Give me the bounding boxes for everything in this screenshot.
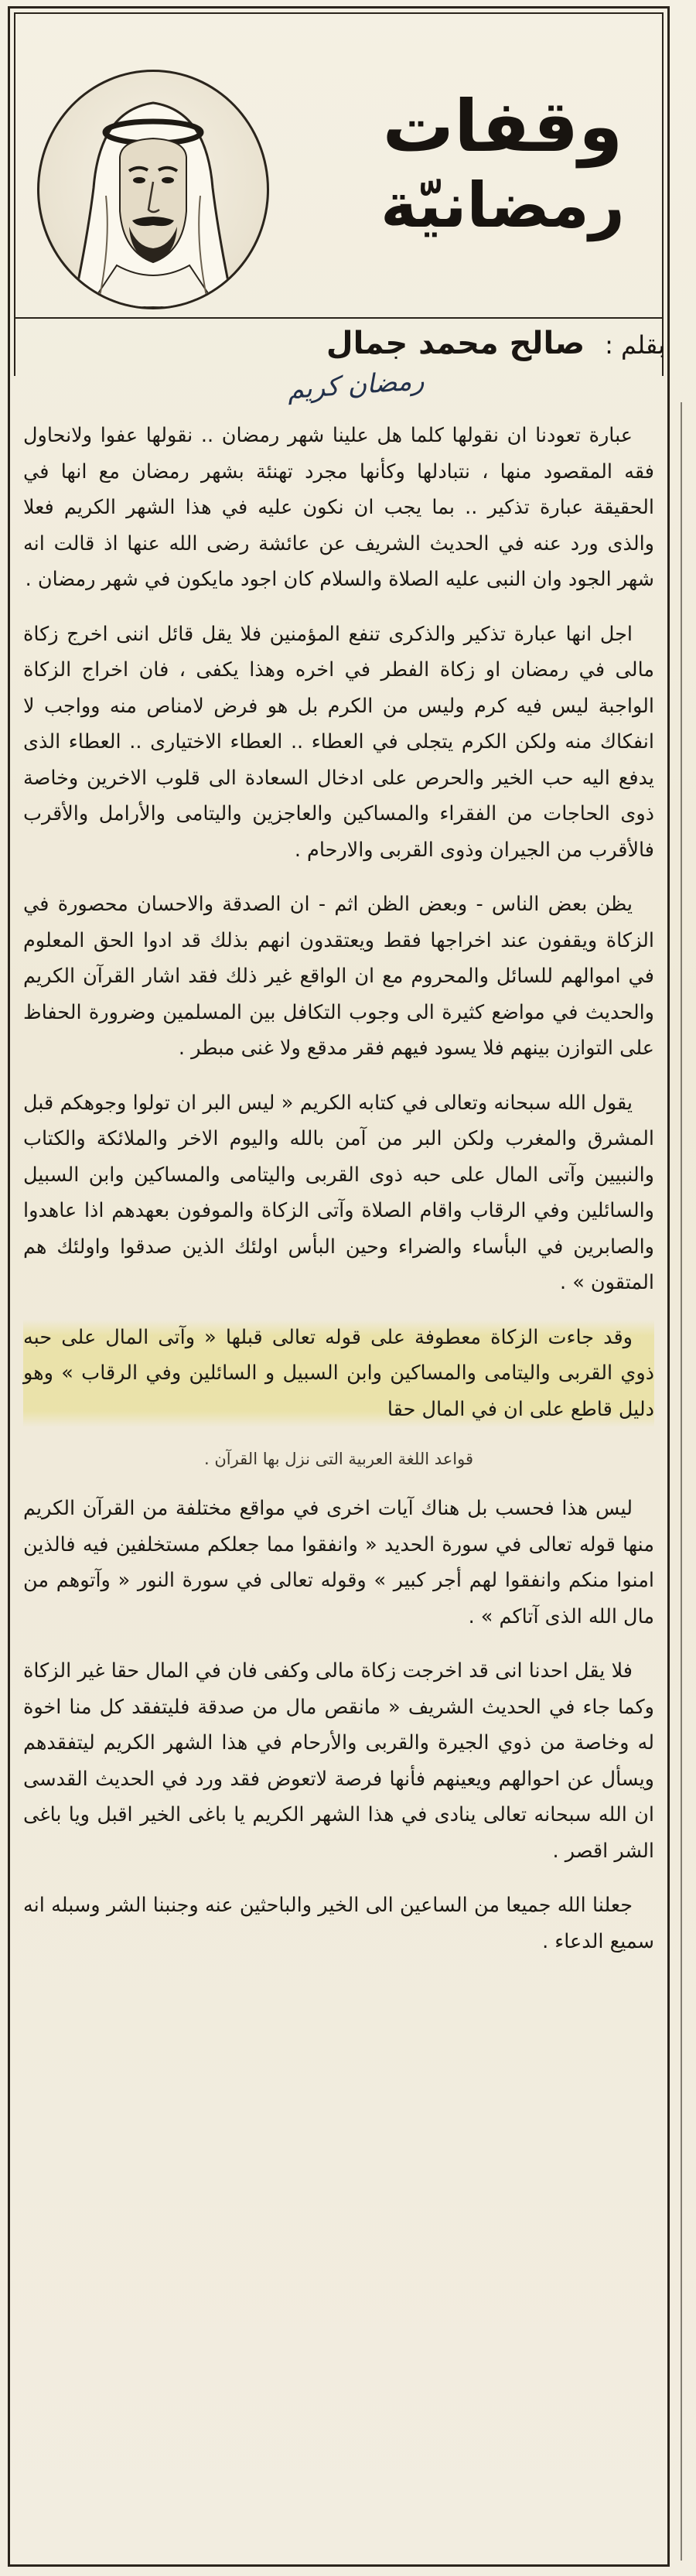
header-divider: [14, 317, 664, 319]
highlighted-paragraph: وقد جاءت الزكاة معطوفة على قوله تعالى قبلها « وآتى المال على حبه ذوي القربى واليتامى والمساكين وابن السبيل و السائلين وفي الرقاب » وهو دليل قاطع على ان في المال حقا: [23, 1320, 654, 1428]
article-paragraph: عبارة تعودنا ان نقولها كلما هل علينا شهر رمضان .. نقولها عفوا ولانحاول فقه المقصود منها ، نتبادلها وكأنها مجرد تهنئة بشهر رمضان مع انها في الحقيقة عبارة تذكير .. بما يجب ان نكون عليه في هذا الشهر الكريم فعلا والذى ورد عنه في الحديث الشريف عن عائشة رضى الله عنها اذ قالت انه شهر الجود وان النبى عليه الصلاة والسلام كان اجود مايكون في شهر رمضان .: [23, 424, 654, 591]
column-rule: [681, 402, 682, 2561]
article-paragraph: اجل انها عبارة تذكير والذكرى تنفع المؤمنين فلا يقل قائل اننى اخرج زكاة مالى في رمضان او زكاة الفطر في اخره وهذا يكفى ، فان اخراج الزكاة الواجبة ليس فيه كرم وليس من الكرم بل هو فرض لامناص منه وواجب لا انفكاك منه ولكن الكرم يتجلى في العطاء .. العطاء الاختيارى .. العطاء الذى يدفع اليه حب الخير والحرص على ادخال السعادة الى قلوب الاخرين وخاصة ذوى الحاجات من الفقراء والمساكين والعاجزين واليتامى والأرامل والأقرب فالأقرب من الجيران وذوى القربى والارحام .: [23, 622, 654, 862]
portrait-illustration: [39, 72, 267, 307]
article-paragraph: يقول الله سبحانه وتعالى في كتابه الكريم « ليس البر ان تولوا وجوهكم قبل المشرق والمغرب ولكن البر من آمن بالله واليوم الاخر والملائكة والكتاب والنبيين وآتى المال على حبه ذوى القربى واليتامى والمساكين وابن السبيل والسائلين وفي الرقاب واقام الصلاة وآتى الزكاة والموفون بعهدهم اذا عاهدوا والصابرين في البأساء والضراء وحين البأس اولئك الذين صدقوا واولئك هم المتقون » .: [23, 1091, 654, 1294]
article-paragraph-fragment: قواعد اللغة العربية التى نزل بها القرآن .: [203, 1450, 474, 1468]
article-paragraph: فلا يقل احدنا انى قد اخرجت زكاة مالى وكفى فان في المال حقا غير الزكاة وكما جاء في الحديث الشريف « مانقص مال من صدقة فليتفقد كل منا اخوة له وخاصة من ذوي الجيرة والقربى والأرحام في هذا الشهر الكريم ليتفقدهم ويسأل عن احوالهم ويعينهم فأنها فرصة لاتعوض فقد ورد في الحديث القدسى ان الله سبحانه تعالى ينادى في هذا الشهر الكريم يا باغى الخير اقبل ويا باغى الشر اقصر .: [23, 1659, 654, 1863]
handwritten-annotation: رمضان كريم: [286, 364, 425, 406]
byline-author: صالح محمد جمال: [326, 326, 585, 361]
column-title: [340, 85, 665, 243]
article-paragraph: جعلنا الله جميعا من الساعين الى الخير والباحثين عنه وجنبنا الشر وسبله انه سميع الدعاء .: [23, 1894, 654, 1953]
article-body: [23, 418, 654, 1978]
byline-prefix: بقلم :: [605, 330, 665, 360]
author-portrait: [37, 70, 269, 309]
article-paragraph: يظن بعض الناس - وبعض الظن اثم - ان الصدقة والاحسان محصورة في الزكاة ويقفون عند اخراجها فقط ويعتقدون انهم بذلك قد ادوا الحق المعلوم في اموالهم للسائل والمحروم مع ان الواقع غير ذلك فقد اشار القرآن الكريم والحديث في مواضع كثيرة الى وجوب التكافل بين المسلمين وضرورة الحفاظ على التوازن بينهم فلا يسود فيهم فقر مدقع ولا غنى مبطر .: [23, 893, 654, 1060]
article-paragraph: ليس هذا فحسب بل هناك آيات اخرى في مواقع مختلفة من القرآن الكريم منها قوله تعالى في سورة الحديد « وانفقوا مما جعلكم مستخلفين فيه فالذين امنوا منكم وانفقوا لهم أجر كبير » وقوله تعالى في سورة النور « وآتوهم من مال الله الذى آتاكم » .: [23, 1497, 654, 1628]
byline: [77, 323, 665, 365]
title-line-2: رمضانيّة: [380, 169, 625, 241]
title-line-1: وقفات: [382, 85, 623, 168]
